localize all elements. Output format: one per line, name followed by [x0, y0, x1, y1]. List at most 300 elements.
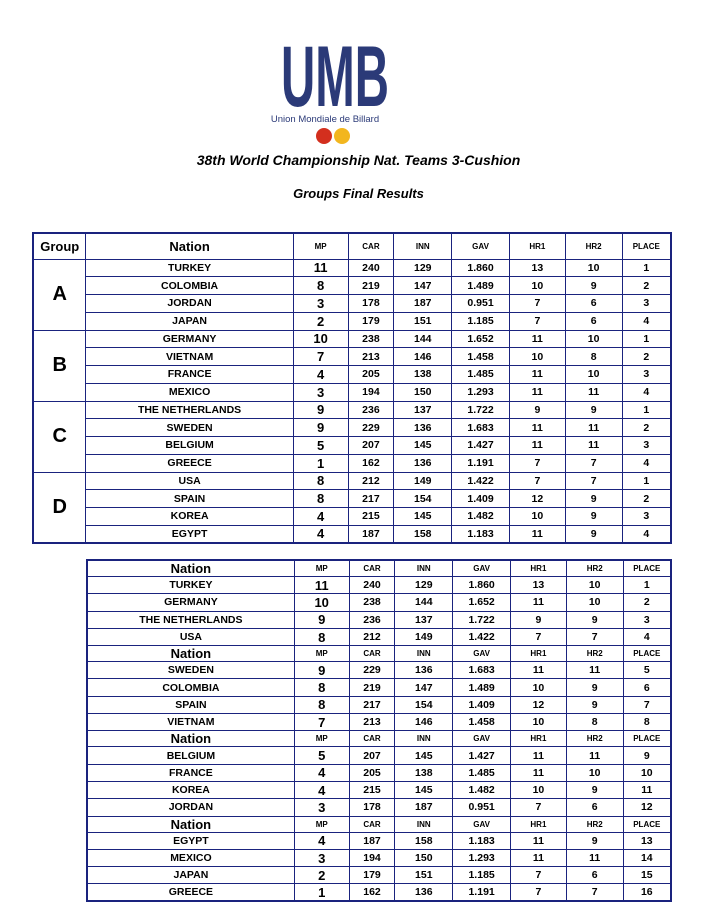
hr1-cell: 7 [509, 312, 565, 330]
hr2-cell: 9 [565, 277, 622, 295]
car-cell: 162 [348, 454, 394, 472]
car-cell: 205 [348, 366, 394, 384]
inn-cell: 158 [394, 525, 452, 543]
inn-cell: 136 [395, 884, 453, 901]
gav-cell: 1.482 [452, 508, 510, 526]
inn-cell: 149 [395, 628, 453, 645]
inn-cell: 136 [395, 662, 453, 679]
place-cell: 10 [623, 764, 671, 781]
car-cell: 207 [348, 437, 394, 455]
nation-cell: KOREA [86, 508, 293, 526]
ranking-row [87, 611, 671, 628]
place-cell: 1 [622, 259, 671, 277]
hr1-cell: 10 [509, 277, 565, 295]
nation-cell: SWEDEN [87, 662, 294, 679]
car-cell: 229 [349, 662, 395, 679]
ranking-row [87, 679, 671, 696]
mp-cell: 4 [293, 366, 348, 384]
hr1-cell: 11 [511, 764, 567, 781]
mp-cell: 10 [294, 594, 349, 611]
hr2-cell: 9 [565, 525, 622, 543]
gav-cell: 1.482 [453, 781, 511, 798]
car-cell: 219 [349, 679, 395, 696]
column-header-nation: Nation [87, 646, 294, 662]
column-header-mp: MP [293, 233, 348, 259]
group-row [33, 401, 671, 419]
ranking-row [87, 781, 671, 798]
column-header-group: Group [33, 233, 86, 259]
ranking-row [87, 867, 671, 884]
hr2-cell: 10 [566, 764, 623, 781]
gav-cell: 1.422 [452, 472, 510, 490]
mp-cell: 11 [294, 577, 349, 594]
mp-cell: 8 [293, 472, 348, 490]
ranking-header-row [87, 560, 671, 577]
nation-cell: VIETNAM [86, 348, 293, 366]
mp-cell: 9 [293, 401, 348, 419]
group-row [33, 330, 671, 348]
ranking-row [87, 628, 671, 645]
gav-cell: 1.485 [453, 764, 511, 781]
group-row [33, 508, 671, 526]
place-cell: 3 [623, 611, 671, 628]
gav-cell: 1.683 [452, 419, 510, 437]
ranking-row [87, 832, 671, 849]
page-subtitle: Groups Final Results [293, 186, 424, 201]
mp-cell: 11 [293, 259, 348, 277]
inn-cell: 151 [394, 312, 452, 330]
gav-cell: 1.409 [452, 490, 510, 508]
place-cell: 12 [623, 799, 671, 816]
car-cell: 217 [348, 490, 394, 508]
hr2-cell: 9 [566, 781, 623, 798]
gav-cell: 0.951 [453, 799, 511, 816]
gav-cell: 1.427 [453, 747, 511, 764]
column-header-hr1: HR1 [511, 731, 567, 747]
page-title: 38th World Championship Nat. Teams 3-Cushion [196, 152, 521, 168]
place-cell: 1 [622, 401, 671, 419]
ranking-table [86, 559, 672, 902]
inn-cell: 137 [394, 401, 452, 419]
mp-cell: 8 [294, 679, 349, 696]
hr2-cell: 10 [565, 330, 622, 348]
place-cell: 2 [622, 277, 671, 295]
place-cell: 2 [622, 490, 671, 508]
hr2-cell: 6 [565, 295, 622, 313]
gav-cell: 1.422 [453, 628, 511, 645]
inn-cell: 144 [394, 330, 452, 348]
mp-cell: 4 [294, 781, 349, 798]
group-label: C [33, 401, 86, 472]
place-cell: 7 [623, 696, 671, 713]
gav-cell: 1.191 [453, 884, 511, 901]
red-ball-icon [316, 128, 332, 144]
mp-cell: 8 [293, 490, 348, 508]
inn-cell: 150 [395, 849, 453, 866]
umb-logo [270, 18, 400, 148]
column-header-inn: INN [394, 233, 452, 259]
car-cell: 229 [348, 419, 394, 437]
column-header-car: CAR [349, 560, 395, 577]
gav-cell: 1.183 [452, 525, 510, 543]
inn-cell: 147 [395, 679, 453, 696]
nation-cell: GREECE [87, 884, 294, 901]
column-header-nation: Nation [87, 731, 294, 747]
place-cell: 1 [622, 472, 671, 490]
mp-cell: 2 [293, 312, 348, 330]
inn-cell: 146 [394, 348, 452, 366]
hr1-cell: 11 [511, 747, 567, 764]
car-cell: 179 [348, 312, 394, 330]
nation-cell: COLOMBIA [86, 277, 293, 295]
inn-cell: 146 [395, 714, 453, 731]
gav-cell: 1.652 [453, 594, 511, 611]
inn-cell: 187 [395, 799, 453, 816]
column-header-hr1: HR1 [509, 233, 565, 259]
nation-cell: GERMANY [87, 594, 294, 611]
column-header-gav: GAV [453, 731, 511, 747]
car-cell: 178 [348, 295, 394, 313]
column-header-place: PLACE [623, 731, 671, 747]
column-header-hr2: HR2 [566, 731, 623, 747]
hr2-cell: 7 [565, 454, 622, 472]
column-header-mp: MP [294, 816, 349, 832]
hr1-cell: 12 [511, 696, 567, 713]
gav-cell: 1.185 [452, 312, 510, 330]
hr2-cell: 9 [566, 679, 623, 696]
nation-cell: FRANCE [87, 764, 294, 781]
gav-cell: 1.683 [453, 662, 511, 679]
car-cell: 187 [348, 525, 394, 543]
hr2-cell: 9 [566, 611, 623, 628]
column-header-hr2: HR2 [566, 816, 623, 832]
place-cell: 3 [622, 437, 671, 455]
inn-cell: 138 [394, 366, 452, 384]
hr1-cell: 7 [511, 867, 567, 884]
car-cell: 194 [348, 383, 394, 401]
hr2-cell: 8 [566, 714, 623, 731]
mp-cell: 3 [294, 799, 349, 816]
nation-cell: TURKEY [87, 577, 294, 594]
inn-cell: 145 [395, 747, 453, 764]
inn-cell: 147 [394, 277, 452, 295]
nation-cell: GERMANY [86, 330, 293, 348]
hr1-cell: 11 [509, 525, 565, 543]
column-header-hr2: HR2 [566, 560, 623, 577]
inn-cell: 137 [395, 611, 453, 628]
inn-cell: 158 [395, 832, 453, 849]
group-row [33, 437, 671, 455]
ranking-row [87, 884, 671, 901]
gav-cell: 1.860 [452, 259, 510, 277]
hr1-cell: 7 [509, 472, 565, 490]
place-cell: 4 [622, 454, 671, 472]
inn-cell: 129 [395, 577, 453, 594]
car-cell: 238 [348, 330, 394, 348]
gav-cell: 1.458 [452, 348, 510, 366]
gav-cell: 1.293 [453, 849, 511, 866]
car-cell: 240 [349, 577, 395, 594]
gav-cell: 0.951 [452, 295, 510, 313]
place-cell: 16 [623, 884, 671, 901]
mp-cell: 5 [294, 747, 349, 764]
ranking-row [87, 662, 671, 679]
inn-cell: 187 [394, 295, 452, 313]
yellow-ball-icon [334, 128, 350, 144]
hr1-cell: 7 [511, 628, 567, 645]
car-cell: 194 [349, 849, 395, 866]
nation-cell: MEXICO [87, 849, 294, 866]
nation-cell: THE NETHERLANDS [87, 611, 294, 628]
group-row [33, 312, 671, 330]
mp-cell: 7 [293, 348, 348, 366]
hr1-cell: 10 [511, 781, 567, 798]
mp-cell: 5 [293, 437, 348, 455]
group-row [33, 454, 671, 472]
ranking-row [87, 764, 671, 781]
gav-cell: 1.183 [453, 832, 511, 849]
hr1-cell: 7 [509, 454, 565, 472]
ranking-row [87, 714, 671, 731]
gav-cell: 1.722 [452, 401, 510, 419]
nation-cell: USA [86, 472, 293, 490]
groups-table [32, 232, 672, 544]
mp-cell: 8 [294, 696, 349, 713]
nation-cell: JAPAN [86, 312, 293, 330]
place-cell: 1 [622, 330, 671, 348]
car-cell: 217 [349, 696, 395, 713]
mp-cell: 9 [294, 611, 349, 628]
group-row [33, 472, 671, 490]
inn-cell: 145 [395, 781, 453, 798]
hr2-cell: 7 [566, 628, 623, 645]
place-cell: 3 [622, 508, 671, 526]
group-row [33, 366, 671, 384]
hr2-cell: 9 [565, 401, 622, 419]
ranking-row [87, 747, 671, 764]
place-cell: 1 [623, 577, 671, 594]
car-cell: 207 [349, 747, 395, 764]
place-cell: 4 [622, 525, 671, 543]
gav-cell: 1.185 [453, 867, 511, 884]
gav-cell: 1.191 [452, 454, 510, 472]
column-header-place: PLACE [623, 816, 671, 832]
hr2-cell: 10 [565, 259, 622, 277]
column-header-mp: MP [294, 646, 349, 662]
ranking-header-row [87, 816, 671, 832]
gav-cell: 1.427 [452, 437, 510, 455]
inn-cell: 145 [394, 437, 452, 455]
column-header-place: PLACE [622, 233, 671, 259]
place-cell: 2 [622, 348, 671, 366]
hr1-cell: 10 [509, 348, 565, 366]
hr1-cell: 13 [509, 259, 565, 277]
place-cell: 13 [623, 832, 671, 849]
column-header-gav: GAV [453, 816, 511, 832]
hr2-cell: 11 [565, 437, 622, 455]
hr2-cell: 8 [565, 348, 622, 366]
car-cell: 212 [349, 628, 395, 645]
nation-cell: EGYPT [86, 525, 293, 543]
hr1-cell: 9 [511, 611, 567, 628]
column-header-gav: GAV [453, 560, 511, 577]
place-cell: 5 [623, 662, 671, 679]
mp-cell: 4 [294, 764, 349, 781]
column-header-hr2: HR2 [565, 233, 622, 259]
mp-cell: 3 [294, 849, 349, 866]
inn-cell: 149 [394, 472, 452, 490]
gav-cell: 1.860 [453, 577, 511, 594]
column-header-hr2: HR2 [566, 646, 623, 662]
hr2-cell: 7 [566, 884, 623, 901]
hr1-cell: 11 [509, 330, 565, 348]
hr1-cell: 11 [509, 419, 565, 437]
column-header-gav: GAV [453, 646, 511, 662]
group-label: A [33, 259, 86, 330]
mp-cell: 4 [294, 832, 349, 849]
hr2-cell: 11 [565, 419, 622, 437]
hr2-cell: 6 [566, 799, 623, 816]
column-header-mp: MP [294, 731, 349, 747]
nation-cell: TURKEY [86, 259, 293, 277]
place-cell: 2 [622, 419, 671, 437]
nation-cell: THE NETHERLANDS [86, 401, 293, 419]
place-cell: 15 [623, 867, 671, 884]
car-cell: 205 [349, 764, 395, 781]
inn-cell: 144 [395, 594, 453, 611]
nation-cell: FRANCE [86, 366, 293, 384]
column-header-inn: INN [395, 816, 453, 832]
column-header-nation: Nation [86, 233, 293, 259]
hr1-cell: 11 [509, 366, 565, 384]
car-cell: 219 [348, 277, 394, 295]
car-cell: 178 [349, 799, 395, 816]
column-header-gav: GAV [452, 233, 510, 259]
place-cell: 14 [623, 849, 671, 866]
hr2-cell: 10 [565, 366, 622, 384]
column-header-car: CAR [349, 816, 395, 832]
car-cell: 162 [349, 884, 395, 901]
nation-cell: JORDAN [87, 799, 294, 816]
hr2-cell: 11 [566, 747, 623, 764]
car-cell: 179 [349, 867, 395, 884]
mp-cell: 4 [293, 525, 348, 543]
car-cell: 215 [348, 508, 394, 526]
nation-cell: VIETNAM [87, 714, 294, 731]
hr2-cell: 9 [565, 490, 622, 508]
place-cell: 3 [622, 295, 671, 313]
column-header-mp: MP [294, 560, 349, 577]
column-header-hr1: HR1 [511, 560, 567, 577]
place-cell: 4 [623, 628, 671, 645]
place-cell: 3 [622, 366, 671, 384]
gav-cell: 1.458 [453, 714, 511, 731]
inn-cell: 150 [394, 383, 452, 401]
inn-cell: 145 [394, 508, 452, 526]
hr1-cell: 7 [509, 295, 565, 313]
group-row [33, 525, 671, 543]
mp-cell: 2 [294, 867, 349, 884]
group-row [33, 383, 671, 401]
hr2-cell: 9 [566, 696, 623, 713]
car-cell: 236 [348, 401, 394, 419]
ranking-row [87, 577, 671, 594]
place-cell: 6 [623, 679, 671, 696]
group-label: B [33, 330, 86, 401]
gav-cell: 1.409 [453, 696, 511, 713]
mp-cell: 8 [294, 628, 349, 645]
mp-cell: 9 [294, 662, 349, 679]
logo-lettering: UMB [281, 29, 389, 125]
mp-cell: 3 [293, 383, 348, 401]
place-cell: 8 [623, 714, 671, 731]
hr1-cell: 11 [509, 383, 565, 401]
inn-cell: 154 [394, 490, 452, 508]
column-header-inn: INN [395, 731, 453, 747]
mp-cell: 7 [294, 714, 349, 731]
hr1-cell: 11 [511, 662, 567, 679]
car-cell: 240 [348, 259, 394, 277]
place-cell: 4 [622, 312, 671, 330]
group-row [33, 490, 671, 508]
mp-cell: 10 [293, 330, 348, 348]
column-header-place: PLACE [623, 560, 671, 577]
nation-cell: JAPAN [87, 867, 294, 884]
nation-cell: SPAIN [87, 696, 294, 713]
hr2-cell: 9 [565, 508, 622, 526]
hr1-cell: 7 [511, 884, 567, 901]
column-header-hr1: HR1 [511, 646, 567, 662]
ranking-header-row [87, 646, 671, 662]
gav-cell: 1.489 [452, 277, 510, 295]
inn-cell: 136 [394, 419, 452, 437]
ranking-row [87, 849, 671, 866]
mp-cell: 9 [293, 419, 348, 437]
hr2-cell: 9 [566, 832, 623, 849]
hr1-cell: 10 [511, 714, 567, 731]
hr1-cell: 10 [509, 508, 565, 526]
nation-cell: COLOMBIA [87, 679, 294, 696]
mp-cell: 4 [293, 508, 348, 526]
hr2-cell: 6 [565, 312, 622, 330]
org-name: Union Mondiale de Billard [270, 114, 380, 125]
nation-cell: KOREA [87, 781, 294, 798]
mp-cell: 1 [293, 454, 348, 472]
place-cell: 2 [623, 594, 671, 611]
group-row [33, 277, 671, 295]
place-cell: 4 [622, 383, 671, 401]
column-header-nation: Nation [87, 816, 294, 832]
inn-cell: 138 [395, 764, 453, 781]
gav-cell: 1.489 [453, 679, 511, 696]
column-header-nation: Nation [87, 560, 294, 577]
column-header-place: PLACE [623, 646, 671, 662]
nation-cell: BELGIUM [86, 437, 293, 455]
nation-cell: BELGIUM [87, 747, 294, 764]
inn-cell: 154 [395, 696, 453, 713]
group-row [33, 295, 671, 313]
car-cell: 238 [349, 594, 395, 611]
hr1-cell: 11 [511, 594, 567, 611]
column-header-car: CAR [348, 233, 394, 259]
car-cell: 212 [348, 472, 394, 490]
hr2-cell: 6 [566, 867, 623, 884]
inn-cell: 136 [394, 454, 452, 472]
car-cell: 236 [349, 611, 395, 628]
column-header-car: CAR [349, 731, 395, 747]
car-cell: 213 [348, 348, 394, 366]
hr1-cell: 12 [509, 490, 565, 508]
